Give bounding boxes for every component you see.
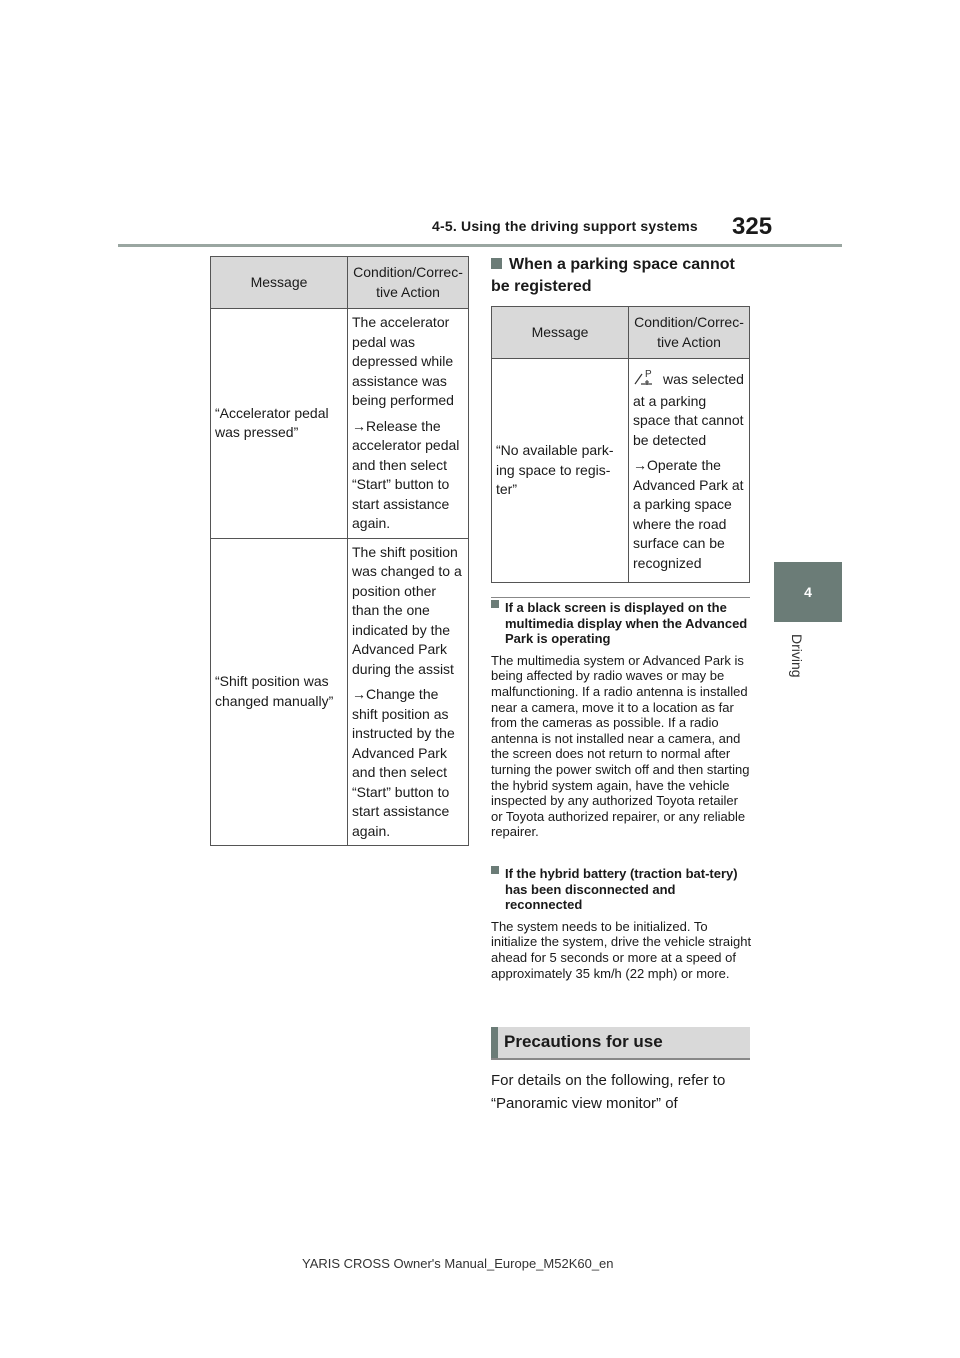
chapter-number-tab: 4 bbox=[774, 562, 842, 622]
message-table-right bbox=[491, 306, 750, 583]
message-cell: “Shift position was changed manually” bbox=[211, 538, 348, 846]
action-text: →Operate the Advanced Park at a parking space where the road surface can be recognized bbox=[633, 457, 744, 571]
footer-text: YARIS CROSS Owner's Manual_Europe_M52K60_en bbox=[302, 1256, 614, 1271]
condition-text: P was selected at a parking space that cannot be detected bbox=[633, 369, 744, 448]
condition-text: The accelerator pedal was depressed while assistance was being performed bbox=[352, 314, 454, 408]
note-heading: If a black screen is displayed on the multimedia display when the Advanced Park is operating bbox=[491, 600, 753, 647]
message-cell: “Accelerator pedal was pressed” bbox=[211, 309, 348, 539]
note-black-screen bbox=[491, 600, 753, 840]
column-header-condition: Condition/Correc-tive Action bbox=[629, 307, 750, 359]
note-body: The multimedia system or Advanced Park is being affected by radio waves or may be malfunctioning. If a radio antenna is installed near a camera, move it to a location as far from the cameras as possible. If a radio antenna is not installed near a camera, and the screen does not return to normal after turning the power switch off and then starting the hybrid system again, have the vehicle inspected by any authorized Toyota retailer or Toyota authorized repairer, or any reliable repairer. bbox=[491, 652, 750, 840]
section-heading: When a parking space cannot be registered bbox=[491, 256, 735, 295]
precautions-body: For details on the following, refer to “Panoramic view monitor” of bbox=[491, 1072, 726, 1112]
precautions-divider bbox=[491, 1058, 750, 1060]
note-hybrid-battery bbox=[491, 866, 753, 981]
action-text: →Change the shift position as instructed by the Advanced Park and then select “Start” button to start assistance again. bbox=[352, 686, 455, 839]
chapter-label: Driving bbox=[789, 634, 805, 678]
column-header-message: Message bbox=[211, 257, 348, 309]
table-row bbox=[211, 538, 469, 846]
table-row bbox=[211, 309, 469, 539]
message-table-left bbox=[210, 256, 469, 846]
heading-square-icon bbox=[491, 258, 502, 269]
message-cell: “No available park-ing space to regis-ter” bbox=[492, 359, 629, 583]
condition-cell bbox=[348, 538, 469, 846]
svg-text:P: P bbox=[645, 369, 652, 380]
column-header-condition: Condition/Correc-tive Action bbox=[348, 257, 469, 309]
parking-assist-icon bbox=[633, 368, 659, 392]
header-divider bbox=[118, 244, 842, 247]
note-square-icon bbox=[491, 866, 499, 874]
note-heading: If the hybrid battery (traction bat-tery) has been disconnected and reconnected bbox=[491, 866, 753, 913]
column-header-message: Message bbox=[492, 307, 629, 359]
condition-cell bbox=[348, 309, 469, 539]
condition-text: The shift position was changed to a position other than the one indicated by the Advanced Park during the assist bbox=[352, 543, 462, 677]
section-title: 4-5. Using the driving support systems bbox=[432, 218, 698, 234]
note-square-icon bbox=[491, 600, 499, 608]
note-body: The system needs to be initialized. To initialize the system, drive the vehicle straight ahead for 5 seconds or more at a speed of approximately 35 km/h (22 mph) or more. bbox=[491, 918, 752, 981]
table-row bbox=[492, 359, 750, 583]
page-number: 325 bbox=[732, 213, 773, 240]
precautions-heading: Precautions for use bbox=[491, 1027, 750, 1058]
table-header-row bbox=[211, 257, 469, 309]
table-header-row bbox=[492, 307, 750, 359]
notes-divider bbox=[491, 597, 750, 598]
condition-cell bbox=[629, 359, 750, 583]
action-text: →Release the accelerator pedal and then select “Start” button to start assistance again. bbox=[352, 417, 460, 531]
